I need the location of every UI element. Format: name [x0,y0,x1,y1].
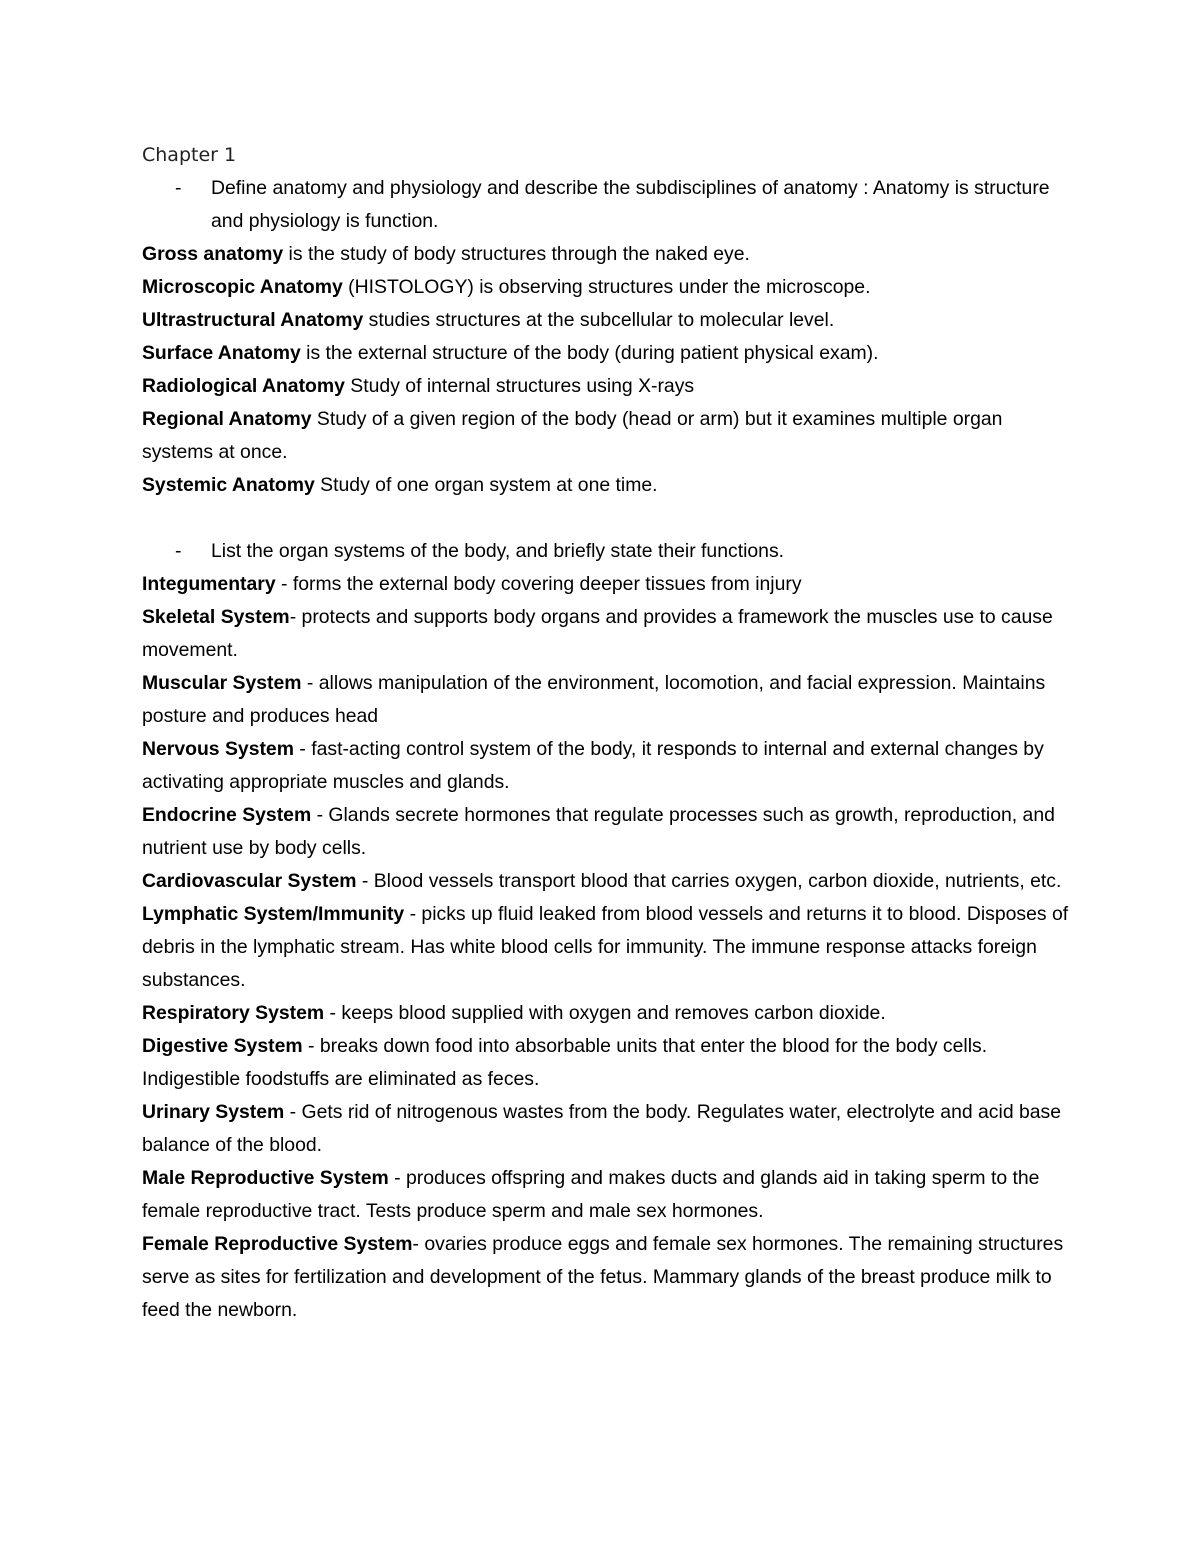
organ-system-term: Digestive System [142,1035,303,1057]
definition-term: Regional Anatomy [142,408,312,430]
definition-term: Surface Anatomy [142,342,301,364]
definition-term: Systemic Anatomy [142,474,315,496]
definition-text: (HISTOLOGY) is observing structures under the microscope. [342,276,871,298]
definition-text: is the external structure of the body (during patient physical exam). [300,342,879,364]
definition-term: Gross anatomy [142,243,284,265]
definition-paragraph [142,469,1077,502]
anatomy-definitions [142,238,1077,502]
objective-bullet-2 [142,535,1077,568]
organ-system-text: - produces offspring and makes ducts and glands aid in taking sperm to the female reproductive tract. Tests produce sperm and male sex hormones. [142,1167,1040,1222]
organ-system-paragraph [142,865,1077,898]
definition-term: Radiological Anatomy [142,375,345,397]
organ-system-text: - keeps blood supplied with oxygen and removes carbon dioxide. [324,1002,886,1024]
organ-system-term: Integumentary [142,573,276,595]
definition-paragraph [142,304,1077,337]
definition-text: studies structures at the subcellular to molecular level. [363,309,835,331]
bullet-dash: - [175,540,182,562]
document-page [142,139,1077,1327]
definition-term: Microscopic Anatomy [142,276,343,298]
organ-systems-list [142,568,1077,1327]
definition-paragraph [142,337,1077,370]
organ-system-paragraph [142,568,1077,601]
organ-system-term: Cardiovascular System [142,870,357,892]
organ-system-text: - fast-acting control system of the body, it responds to internal and external changes by activating appropriate muscles and glands. [142,738,1044,793]
definition-paragraph [142,403,1077,469]
definition-paragraph [142,238,1077,271]
organ-system-paragraph [142,1228,1077,1327]
organ-system-text: - ovaries produce eggs and female sex hormones. The remaining structures serve as sites for fertilization and development of the fetus. Mammary glands of the breast produce milk to feed the newborn. [142,1233,1064,1321]
definition-text: Study of internal structures using X-rays [344,375,695,397]
organ-system-text: - forms the external body covering deeper tissues from injury [275,573,802,595]
bullet-text: List the organ systems of the body, and briefly state their functions. [211,540,785,562]
definition-term: Ultrastructural Anatomy [142,309,364,331]
chapter-heading: Chapter 1 [142,144,237,166]
organ-system-text: - picks up fluid leaked from blood vessels and returns it to blood. Disposes of debris in the lymphatic stream. Has white blood cells for immunity. The immune response attacks foreign substances. [142,903,1069,991]
bullet-text: Define anatomy and physiology and describe the subdisciplines of anatomy : Anatomy is structure and physiology is function. [211,177,1050,232]
organ-system-text: - breaks down food into absorbable units that enter the blood for the body cells. Indigestible foodstuffs are eliminated as feces. [142,1035,988,1090]
organ-system-term: Muscular System [142,672,302,694]
organ-system-text: - Gets rid of nitrogenous wastes from the body. Regulates water, electrolyte and acid base balance of the blood. [142,1101,1062,1156]
definition-text: Study of a given region of the body (head or arm) but it examines multiple organ systems at once. [142,408,1003,463]
bullet-dash: - [175,177,182,199]
definition-text: Study of one organ system at one time. [314,474,658,496]
organ-system-term: Urinary System [142,1101,285,1123]
organ-system-term: Nervous System [142,738,294,760]
organ-system-paragraph [142,997,1077,1030]
organ-system-term: Lymphatic System/Immunity [142,903,405,925]
definition-text: is the study of body structures through the naked eye. [283,243,750,265]
organ-system-paragraph [142,799,1077,865]
organ-system-term: Female Reproductive System [142,1233,413,1255]
organ-system-term: Skeletal System [142,606,290,628]
definition-paragraph [142,370,1077,403]
blank-line [142,502,1077,535]
organ-system-paragraph [142,733,1077,799]
organ-system-term: Endocrine System [142,804,312,826]
organ-system-term: Respiratory System [142,1002,325,1024]
organ-system-text: - Glands secrete hormones that regulate processes such as growth, reproduction, and nutrient use by body cells. [142,804,1055,859]
organ-system-paragraph [142,1030,1077,1096]
objective-bullet-1 [142,172,1077,238]
organ-system-text: - allows manipulation of the environment, locomotion, and facial expression. Maintains posture and produces head [142,672,1046,727]
organ-system-paragraph [142,898,1077,997]
organ-system-term: Male Reproductive System [142,1167,389,1189]
organ-system-text: - protects and supports body organs and provides a framework the muscles use to cause movement. [142,606,1053,661]
organ-system-paragraph [142,667,1077,733]
organ-system-paragraph [142,1162,1077,1228]
organ-system-paragraph [142,1096,1077,1162]
definition-paragraph [142,271,1077,304]
organ-system-paragraph [142,601,1077,667]
organ-system-text: - Blood vessels transport blood that carries oxygen, carbon dioxide, nutrients, etc. [356,870,1062,892]
